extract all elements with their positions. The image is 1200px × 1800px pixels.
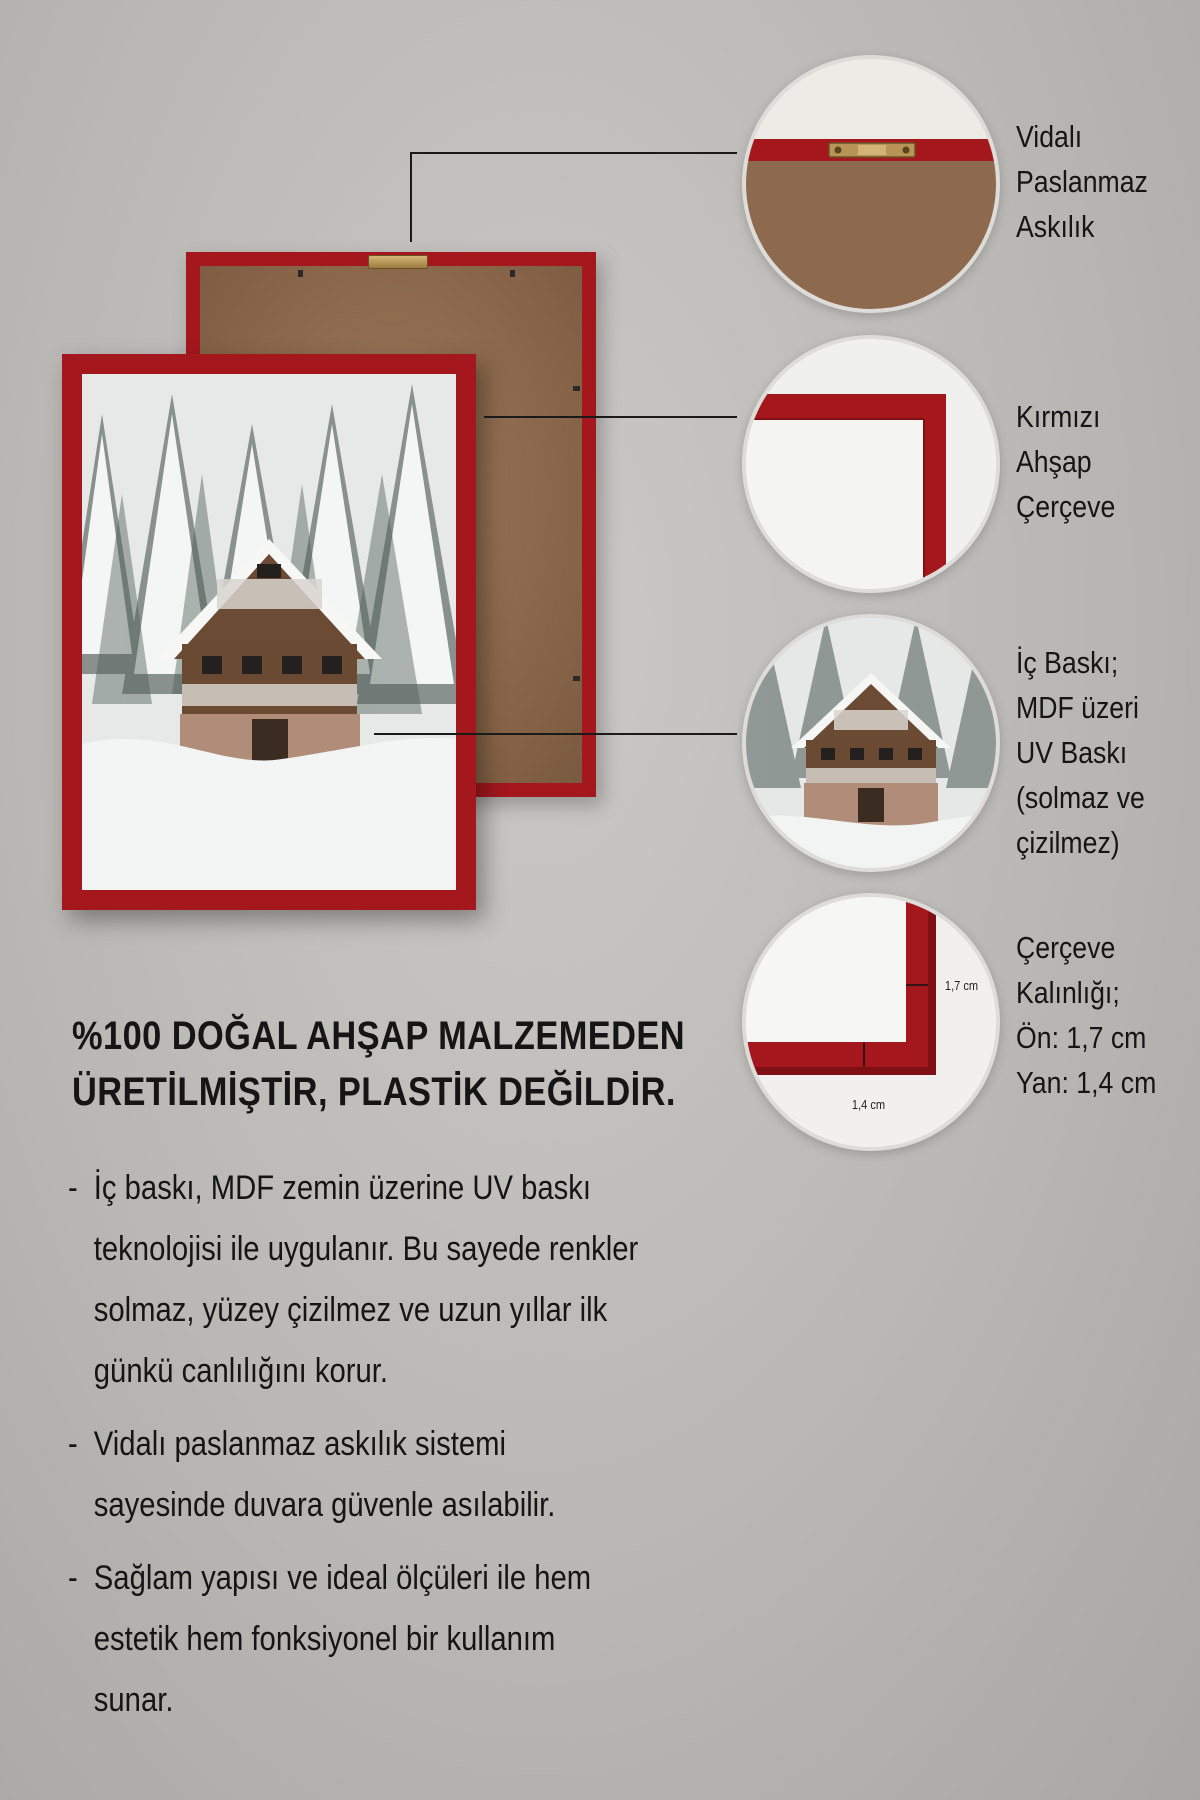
headline: %100 DOĞAL AHŞAP MALZEMEDEN ÜRETİLMİŞTİR, PLASTİK DEĞİLDİR. <box>72 1014 686 1114</box>
callout-label-hanger: Vidalı Paslanmaz Askılık <box>1016 119 1148 244</box>
side-thickness-label: 1,4 cm <box>851 1097 886 1112</box>
frame-clip <box>573 676 580 681</box>
hanger-closeup <box>742 55 1000 313</box>
frame-clip <box>573 386 580 391</box>
cabin-print-image <box>82 374 456 890</box>
callout-label-thickness: Çerçeve Kalınlığı; Ön: 1,7 cm Yan: 1,4 cm <box>1016 930 1157 1100</box>
hanger-icon <box>368 255 428 269</box>
connector-line <box>410 152 412 242</box>
connector-line <box>410 152 737 154</box>
thickness-closeup <box>742 893 1000 1151</box>
connector-line <box>484 416 737 418</box>
callout-label-print: İç Baskı; MDF üzeri UV Baskı (solmaz ve çizilmez) <box>1016 645 1145 860</box>
feature-list <box>68 1158 868 1743</box>
callout-label-frame: Kırmızı Ahşap Çerçeve <box>1016 399 1116 524</box>
frame-clip <box>298 270 303 277</box>
list-item: - Sağlam yapısı ve ideal ölçüleri ile hem estetik hem fonksiyonel bir kullanım sunar. <box>68 1559 592 1719</box>
print-closeup <box>742 614 1000 872</box>
front-thickness-label: 1,7 cm <box>944 978 979 993</box>
frame-corner-closeup <box>742 335 1000 593</box>
frame-clip <box>510 270 515 277</box>
connector-line <box>374 733 737 735</box>
front-frame <box>62 354 476 910</box>
list-item: - Vidalı paslanmaz askılık sistemi sayesinde duvara güvenle asılabilir. <box>68 1425 556 1524</box>
list-item: - İç baskı, MDF zemin üzerine UV baskı teknolojisi ile uygulanır. Bu sayede renkler solmaz, yüzey çizilmez ve uzun yıllar ilk günkü canlılığını korur. <box>68 1169 639 1390</box>
